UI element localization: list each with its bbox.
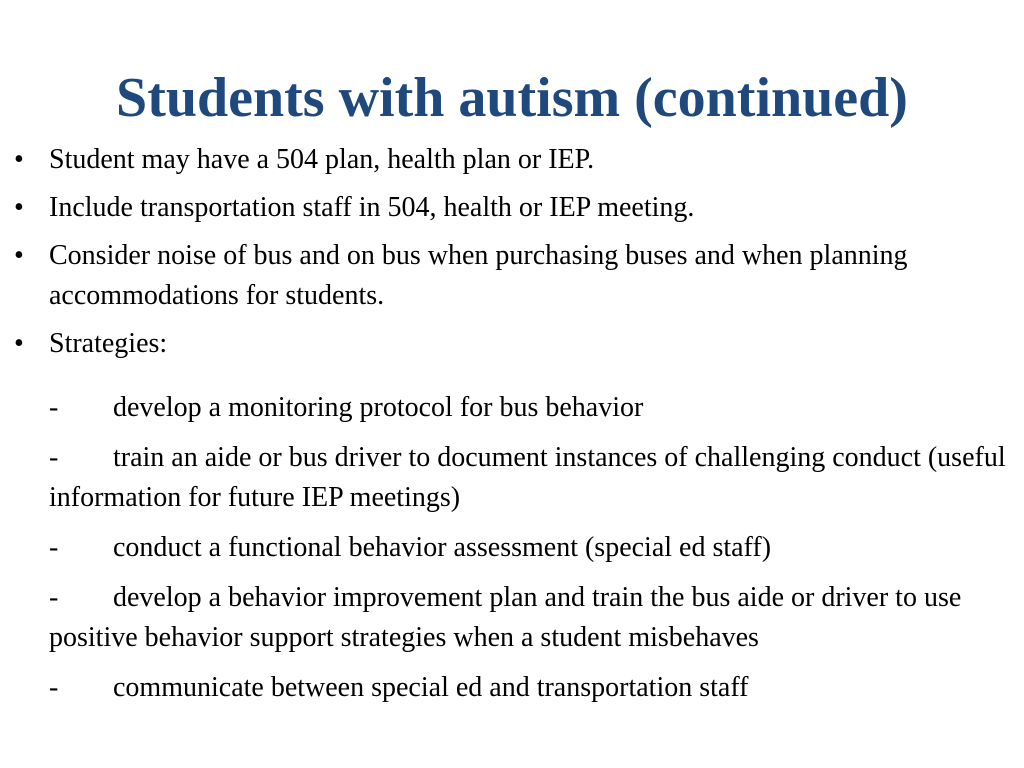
strategy-item: [49, 528, 1009, 568]
slide-title: Students with autism (continued): [116, 67, 908, 129]
bullet-marker: •: [14, 240, 24, 271]
bullet-text: Consider noise of bus and on bus when purchasing buses and when planning accommodations for students.: [49, 240, 908, 311]
dash-marker: -: [49, 392, 59, 423]
bullet-text: Include transportation staff in 504, health or IEP meeting.: [49, 192, 695, 223]
strategy-list: [49, 388, 1009, 718]
strategy-item: [49, 668, 1009, 708]
strategy-text: develop a behavior improvement plan and train the bus aide or driver to use positive behavior support strategies when a student misbehaves: [49, 582, 962, 653]
bullet-item: [12, 188, 1012, 228]
bullet-item: [12, 140, 1012, 180]
strategy-item: [49, 438, 1009, 518]
dash-marker: -: [49, 442, 59, 473]
dash-marker: -: [49, 672, 59, 703]
strategy-text: train an aide or bus driver to document instances of challenging conduct (useful information for future IEP meetings): [49, 442, 1006, 513]
bullet-marker: •: [14, 144, 24, 175]
bullet-text: Strategies:: [49, 328, 168, 359]
bullet-list: [12, 140, 1012, 372]
bullet-marker: •: [14, 192, 24, 223]
strategy-text: communicate between special ed and transportation staff: [113, 672, 749, 703]
bullet-item: [12, 324, 1012, 364]
strategy-item: [49, 388, 1009, 428]
strategy-item: [49, 578, 1009, 658]
strategy-text: develop a monitoring protocol for bus behavior: [113, 392, 644, 423]
dash-marker: -: [49, 582, 59, 613]
strategy-text: conduct a functional behavior assessment (special ed staff): [113, 532, 772, 563]
bullet-item: [12, 236, 1012, 316]
bullet-text: Student may have a 504 plan, health plan or IEP.: [49, 144, 595, 175]
bullet-marker: •: [14, 328, 24, 359]
dash-marker: -: [49, 532, 59, 563]
